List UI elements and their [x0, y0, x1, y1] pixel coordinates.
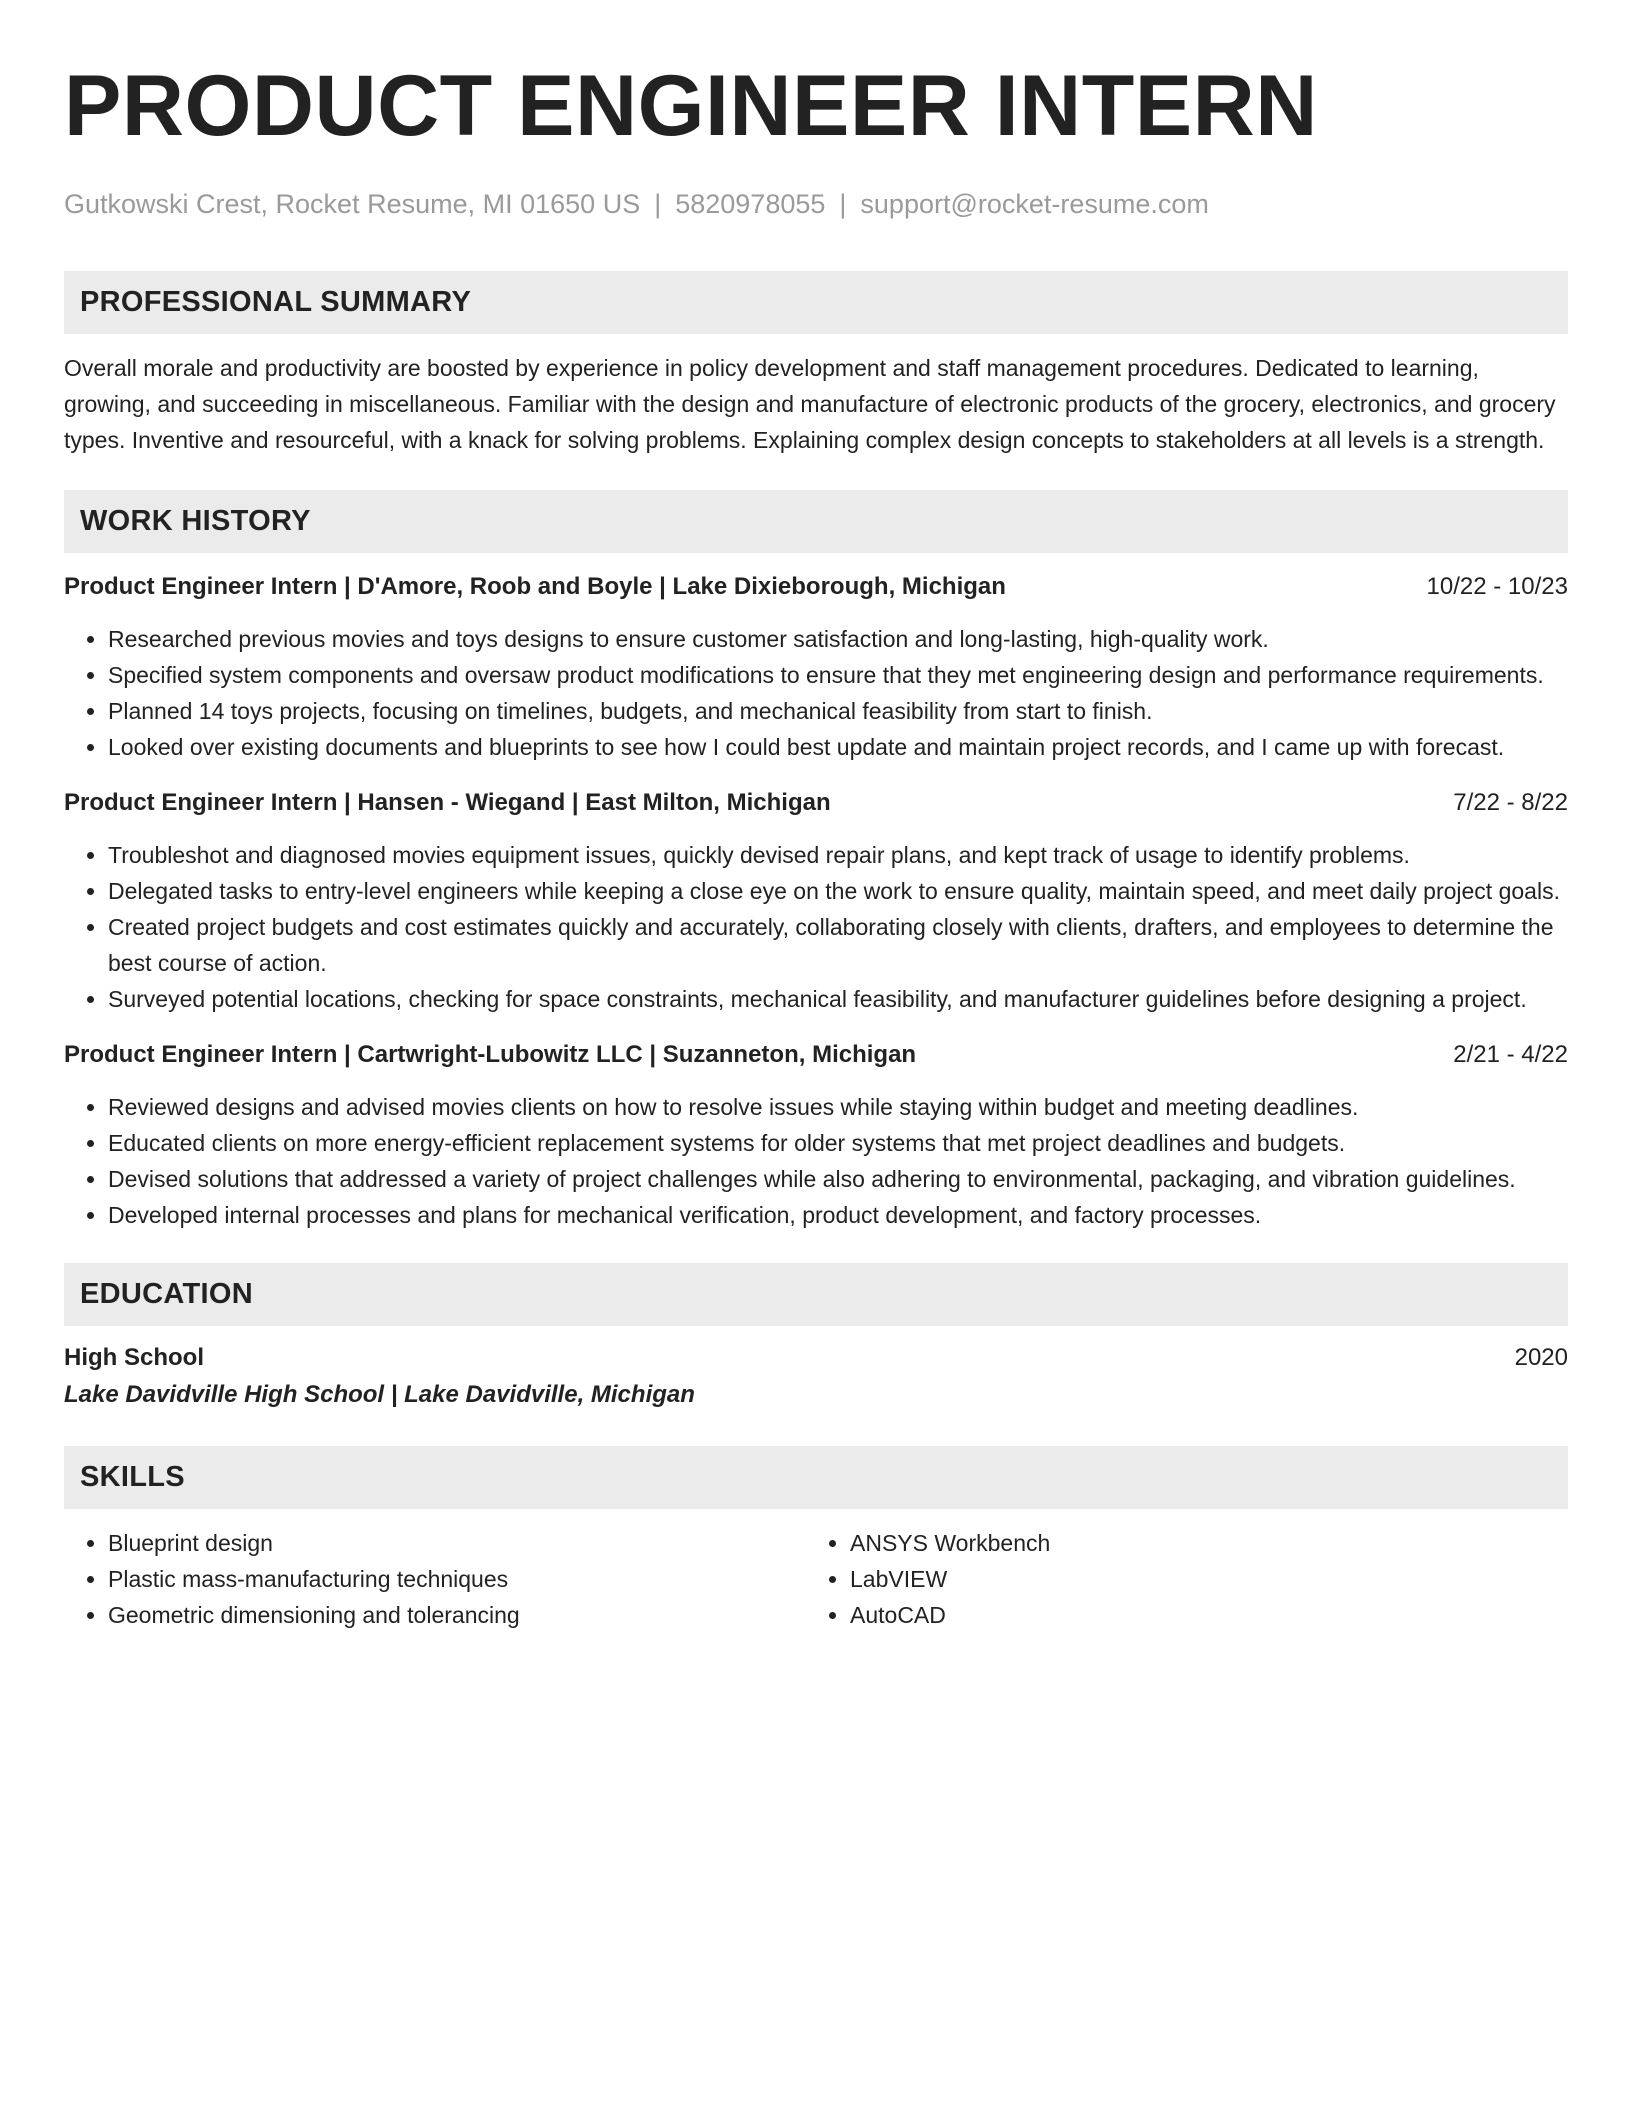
education-school: Lake Davidville High School | Lake Davidville, Michigan [64, 1381, 695, 1408]
job-bullet: • Researched previous movies and toys designs to ensure customer satisfaction and long-lasting, high-quality work. [108, 621, 1568, 657]
job-entry [64, 785, 1568, 1017]
job-bullet-list [64, 837, 1568, 1017]
section-header-summary: PROFESSIONAL SUMMARY [64, 271, 1568, 334]
job-bullet: • Looked over existing documents and blueprints to see how I could best update and maintain project records, and I came up with forecast. [108, 729, 1568, 765]
contact-separator: | [654, 189, 662, 219]
education-row [64, 1340, 1568, 1376]
skills-grid [64, 1525, 1568, 1633]
contact-address: Gutkowski Crest, Rocket Resume, MI 01650 US [64, 189, 641, 219]
section-header-work-history: WORK HISTORY [64, 490, 1568, 553]
section-header-skills: SKILLS [64, 1446, 1568, 1509]
job-bullet: • Delegated tasks to entry-level engineers while keeping a close eye on the work to ensure quality, maintain speed, and meet daily project goals. [108, 873, 1568, 909]
contact-phone: 5820978055 [675, 189, 826, 219]
job-bullet: • Surveyed potential locations, checking for space constraints, mechanical feasibility, and manufacturer guidelines before designing a project. [108, 981, 1568, 1017]
section-header-education: EDUCATION [64, 1263, 1568, 1326]
contact-email: support@rocket-resume.com [860, 189, 1209, 219]
job-dates: 10/22 - 10/23 [1426, 573, 1568, 600]
contact-separator: | [839, 189, 847, 219]
contact-line [64, 186, 1568, 222]
job-bullet-list [64, 1089, 1568, 1233]
job-bullet: • Educated clients on more energy-efficient replacement systems for older systems that met project deadlines and budgets. [108, 1125, 1568, 1161]
job-title: Product Engineer Intern | Cartwright-Lubowitz LLC | Suzanneton, Michigan [64, 1041, 917, 1068]
skills-column-left [64, 1525, 806, 1633]
job-heading-row [64, 569, 1568, 605]
resume-name: PRODUCT ENGINEER INTERN [64, 58, 1318, 154]
job-entry [64, 569, 1568, 765]
job-dates: 7/22 - 8/22 [1453, 789, 1568, 816]
job-bullet: • Specified system components and oversaw product modifications to ensure that they met engineering design and performance requirements. [108, 657, 1568, 693]
skill-item: • Blueprint design [108, 1525, 806, 1561]
job-heading-row [64, 1037, 1568, 1073]
job-bullet: • Reviewed designs and advised movies clients on how to resolve issues while staying within budget and meeting deadlines. [108, 1089, 1568, 1125]
skill-item: • Plastic mass-manufacturing techniques [108, 1561, 806, 1597]
skill-item: • ANSYS Workbench [850, 1525, 1548, 1561]
skill-item: • Geometric dimensioning and tolerancing [108, 1597, 806, 1633]
job-heading-row [64, 785, 1568, 821]
job-bullet-list [64, 621, 1568, 765]
job-bullet: • Created project budgets and cost estimates quickly and accurately, collaborating closely with clients, drafters, and employees to determine the best course of action. [108, 909, 1568, 981]
skill-item: • AutoCAD [850, 1597, 1548, 1633]
job-dates: 2/21 - 4/22 [1453, 1041, 1568, 1068]
skills-list [806, 1525, 1548, 1633]
skills-list [64, 1525, 806, 1633]
summary-text: Overall morale and productivity are boosted by experience in policy development and staff management procedures. Dedicated to learning, growing, and succeeding in miscellaneous. Familiar with the design and manufacture of electronic products of the grocery, electronics, and grocery types. Inventive and resourceful, with a knack for solving problems. Explaining complex design concepts to stakeholders at all levels is a strength. [64, 355, 1556, 453]
job-bullet: • Developed internal processes and plans for mechanical verification, product development, and factory processes. [108, 1197, 1568, 1233]
education-degree: High School [64, 1344, 204, 1371]
skills-column-right [806, 1525, 1548, 1633]
job-title: Product Engineer Intern | Hansen - Wiegand | East Milton, Michigan [64, 789, 831, 816]
skill-item: • LabVIEW [850, 1561, 1548, 1597]
job-bullet: • Planned 14 toys projects, focusing on timelines, budgets, and mechanical feasibility from start to finish. [108, 693, 1568, 729]
education-year: 2020 [1514, 1344, 1568, 1371]
job-bullet: • Devised solutions that addressed a variety of project challenges while also adhering to environmental, packaging, and vibration guidelines. [108, 1161, 1568, 1197]
job-bullet: • Troubleshot and diagnosed movies equipment issues, quickly devised repair plans, and kept track of usage to identify problems. [108, 837, 1568, 873]
job-entry [64, 1037, 1568, 1233]
job-title: Product Engineer Intern | D'Amore, Roob and Boyle | Lake Dixieborough, Michigan [64, 573, 1006, 600]
